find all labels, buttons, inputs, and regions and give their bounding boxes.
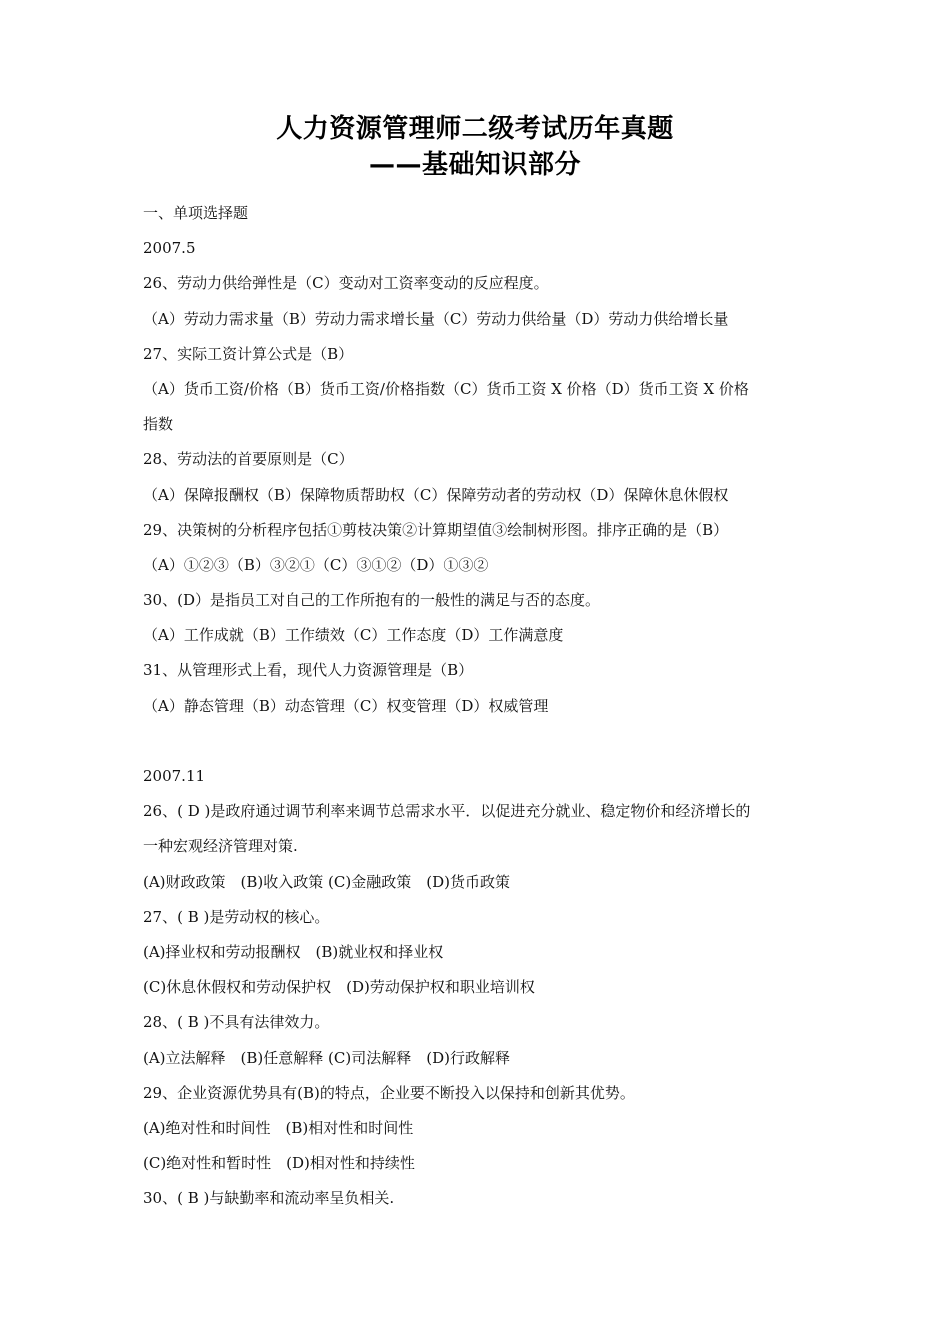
question-line: 31、从管理形式上看，现代人力资源管理是（B） (143, 661, 474, 680)
document-body (143, 196, 823, 1216)
options-line: （A）①②③（B）③②①（C）③①②（D）①③② (143, 555, 489, 574)
question-line: 28、( B )不具有法律效力。 (143, 1013, 330, 1032)
options-line: （A）保障报酬权（B）保障物质帮助权（C）保障劳动者的劳动权（D）保障休息休假权 (143, 485, 729, 504)
options-line: （A）劳动力需求量（B）劳动力需求增长量（C）劳动力供给量（D）劳动力供给增长量 (143, 309, 729, 328)
question-line: 29、决策树的分析程序包括①剪枝决策②计算期望值③绘制树形图。排序正确的是（B） (143, 520, 729, 539)
options-line: (A)立法解释 (B)任意解释 (C)司法解释 (D)行政解释 (143, 1048, 510, 1067)
options-line: (A)绝对性和时间性 (B)相对性和时间性 (143, 1118, 414, 1137)
question-line: 30、( B )与缺勤率和流动率呈负相关. (143, 1189, 395, 1208)
question-line: 28、劳动法的首要原则是（C） (143, 450, 354, 469)
options-line: （A）静态管理（B）动态管理（C）权变管理（D）权威管理 (143, 696, 549, 715)
options-line: (A)财政政策 (B)收入政策 (C)金融政策 (D)货币政策 (143, 872, 510, 891)
options-line: (C)绝对性和暂时性 (D)相对性和持续性 (143, 1154, 415, 1173)
options-line: 指数 (143, 415, 174, 434)
options-line: (A)择业权和劳动报酬权 (B)就业权和择业权 (143, 942, 444, 961)
document-title: 人力资源管理师二级考试历年真题 (276, 114, 674, 144)
question-line: 27、( B )是劳动权的核心。 (143, 907, 330, 926)
options-line: (C)休息休假权和劳动保护权 (D)劳动保护权和职业培训权 (143, 978, 535, 997)
section-heading: 一、单项选择题 (143, 204, 249, 222)
exam-date: 2007.11 (143, 767, 206, 785)
question-line: 一种宏观经济管理对策. (143, 837, 298, 856)
question-line: 26、( D )是政府通过调节利率来调节总需求水平．以促进充分就业、稳定物价和经济增长的 (143, 802, 751, 821)
question-line: 29、企业资源优势具有(B)的特点，企业要不断投入以保持和创新其优势。 (143, 1083, 635, 1102)
options-line: （A）货币工资/价格（B）货币工资/价格指数（C）货币工资 X 价格（D）货币工资 X 价格 (143, 379, 749, 398)
exam-date: 2007.5 (143, 239, 196, 258)
question-line: 26、劳动力供给弹性是（C）变动对工资率变动的反应程度。 (143, 274, 549, 293)
question-line: 27、实际工资计算公式是（B） (143, 344, 354, 363)
options-line: （A）工作成就（B）工作绩效（C）工作态度（D）工作满意度 (143, 626, 564, 645)
spacer (143, 724, 823, 759)
question-line: 30、(D）是指员工对自己的工作所抱有的一般性的满足与否的态度。 (143, 591, 600, 610)
document-subtitle: ——基础知识部分 (368, 150, 581, 180)
